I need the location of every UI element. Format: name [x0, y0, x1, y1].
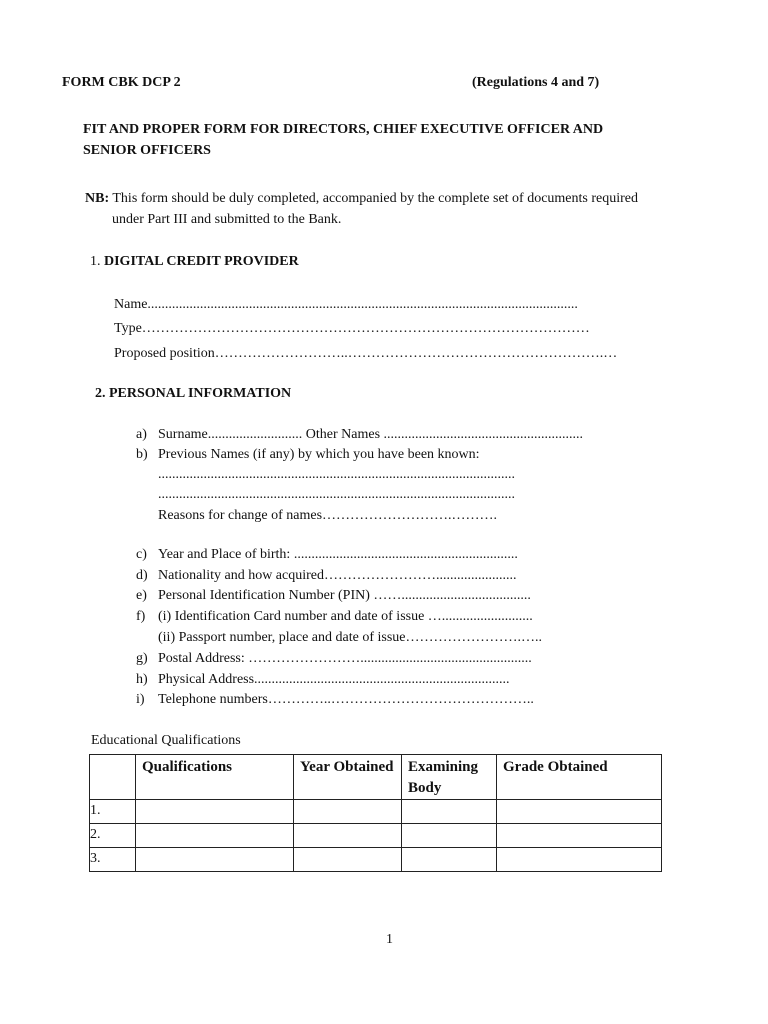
note-line-1 [85, 191, 638, 207]
field-surname-other-names[interactable]: Surname........................... Other Names ......................................................... [158, 427, 584, 442]
field-nationality[interactable]: Nationality and how acquired……………………....................... [158, 568, 517, 583]
marker-i: i) [136, 692, 145, 707]
cell-year[interactable] [294, 848, 402, 872]
field-previous-names-2[interactable]: ...................................................................................................... [158, 487, 515, 502]
field-pin[interactable]: Personal Identification Number (PIN) ……..................................... [158, 588, 531, 603]
previous-names-label: Previous Names (if any) by which you have been known: [158, 447, 480, 462]
form-code: FORM CBK DCP 2 [62, 75, 181, 90]
cell-year[interactable] [294, 800, 402, 824]
marker-c: c) [136, 547, 147, 562]
header-grade-obtained: Grade Obtained [497, 755, 662, 800]
cell-examining-body[interactable] [402, 848, 497, 872]
cell-qualification[interactable] [136, 824, 294, 848]
field-telephone-numbers[interactable]: Telephone numbers…………..…………………………………….. [158, 692, 534, 707]
field-id-card[interactable]: (i) Identification Card number and date of issue ….......................... [158, 609, 533, 624]
cell-grade[interactable] [497, 800, 662, 824]
cell-grade[interactable] [497, 824, 662, 848]
cell-examining-body[interactable] [402, 824, 497, 848]
section-1-title: DIGITAL CREDIT PROVIDER [104, 254, 299, 269]
table-row [90, 800, 662, 824]
section-1-number: 1. [90, 254, 101, 269]
header-examining-body: Examining Body [402, 755, 497, 800]
education-caption: Educational Qualifications [91, 733, 241, 748]
field-reasons-change-names[interactable]: Reasons for change of names……………………….………. [158, 508, 498, 523]
note-text: This form should be duly completed, accompanied by the complete set of documents required [109, 191, 639, 206]
field-proposed-position[interactable]: Proposed position………………………..……………………………………………….… [114, 346, 618, 361]
field-year-place-birth[interactable]: Year and Place of birth: ................................................................ [158, 547, 518, 562]
cell-examining-body[interactable] [402, 800, 497, 824]
marker-a: a) [136, 427, 147, 442]
cell-grade[interactable] [497, 848, 662, 872]
header-qualifications: Qualifications [136, 755, 294, 800]
field-name[interactable]: Name........................................................................................................................... [114, 297, 578, 312]
cell-qualification[interactable] [136, 848, 294, 872]
education-table [89, 754, 662, 872]
cell-year[interactable] [294, 824, 402, 848]
table-row [90, 848, 662, 872]
marker-d: d) [136, 568, 148, 583]
note-line-2: under Part III and submitted to the Bank. [112, 212, 342, 227]
page-number: 1 [386, 932, 393, 947]
form-title-line-1: FIT AND PROPER FORM FOR DIRECTORS, CHIEF EXECUTIVE OFFICER AND [83, 122, 604, 137]
header-number [90, 755, 136, 800]
marker-g: g) [136, 651, 148, 666]
marker-b: b) [136, 447, 148, 462]
field-previous-names-1[interactable]: ...................................................................................................... [158, 467, 515, 482]
marker-h: h) [136, 672, 148, 687]
field-postal-address[interactable]: Postal Address: ……………………................................................. [158, 651, 532, 666]
marker-f: f) [136, 609, 146, 624]
section-2-heading: 2. PERSONAL INFORMATION [95, 386, 292, 401]
note-label: NB: [85, 191, 110, 206]
section-1-heading [90, 254, 299, 270]
field-passport[interactable]: (ii) Passport number, place and date of issue…………………….….. [158, 630, 542, 645]
table-row [90, 824, 662, 848]
form-title-line-2: SENIOR OFFICERS [83, 143, 211, 158]
field-type[interactable]: Type…………………………………………………………………………………… [114, 321, 590, 336]
marker-e: e) [136, 588, 147, 603]
regulations-reference: (Regulations 4 and 7) [472, 75, 600, 90]
field-physical-address[interactable]: Physical Address......................................................................... [158, 672, 510, 687]
cell-qualification[interactable] [136, 800, 294, 824]
row-number: 1. [90, 800, 136, 824]
row-number: 3. [90, 848, 136, 872]
header-year-obtained: Year Obtained [294, 755, 402, 800]
education-header-row [90, 755, 662, 800]
row-number: 2. [90, 824, 136, 848]
